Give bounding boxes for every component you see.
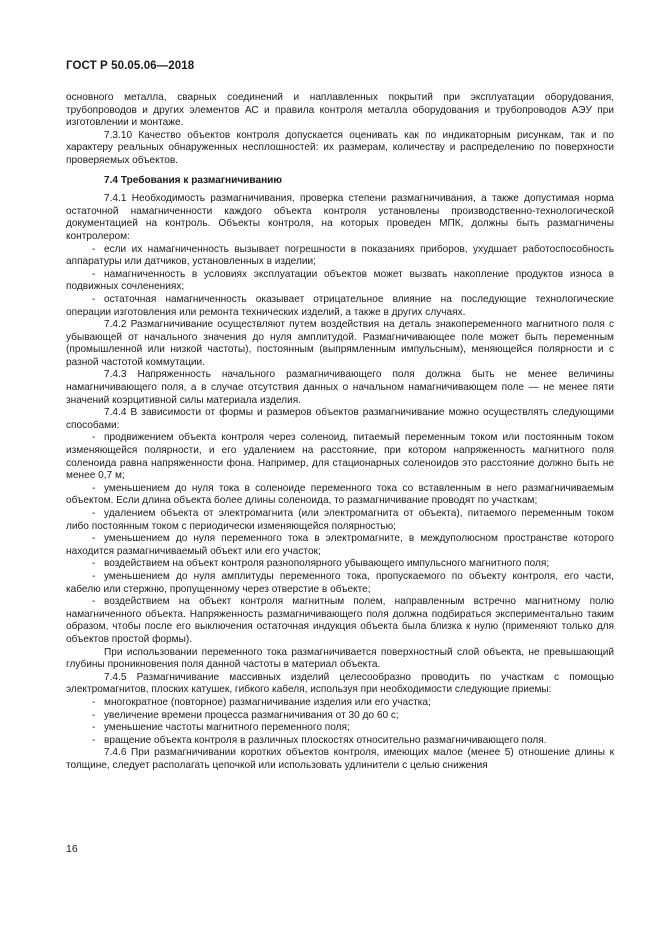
list-item [66,735,614,748]
list-item-text: остаточная намагниченность оказывает отрицательное влияние на последующие технологические операции изготовления или ремонта технических изделий, а также в других случаях. [66,293,614,318]
list-item-text: уменьшением до нуля переменного тока в электромагните, в междуполюсном пространстве которого находится размагничиваемый объект или его участок; [66,533,614,557]
list-item [66,294,614,319]
list-item [66,483,614,508]
section-heading [66,175,614,188]
paragraph-text: 7.4.5 Размагничивание массивных изделий целесообразно проводить по участкам с помощью электромагнитов, плоских катушек, гибкого кабеля, используя при необходимости следующие приемы: [66,671,614,696]
list-dash: - [92,596,96,608]
paragraph-text: 7.4.3 Напряженность начального размагничивающего поля должна быть не менее величины намагничивающего поля, а в случае отсутствия данных о начальном намагничивающем поле — не менее пяти значений коэрцитивной силы материала изделия. [66,369,614,406]
list-item-text: многократное (повторное) размагничивание изделия или его участка; [104,696,431,708]
list-item [66,596,614,646]
paragraph-text: основного металла, сварных соединений и наплавленных покрытий при эксплуатации оборудования, трубопроводов и других элементов АС и правила контроля металла оборудования и трубопроводов АЭУ при изготовлении и монтаже. [66,92,614,129]
paragraph [66,647,614,672]
paragraph [66,193,614,243]
paragraph [66,407,614,432]
list-dash: - [92,508,96,519]
list-dash: - [92,268,96,280]
list-item [66,558,614,571]
paragraph [66,92,614,130]
list-item [66,508,614,533]
list-item-text: уменьшение частоты магнитного переменного поля; [104,722,350,734]
paragraph [66,747,614,772]
list-dash: - [92,482,96,494]
list-item [66,710,614,723]
list-item [66,533,614,558]
paragraph [66,672,614,697]
list-item-text: продвижением объекта контроля через соленоид, питаемый переменным током или постоянным током изменяющейся полярности, и его удалением на расстояние, при котором напряженность магнитного поля соленоида равна напряженности фона. Например, для стационарных соленоидов это расстояние должно быть не менее 0,7 м; [66,432,614,482]
list-item-text: вращение объекта контроля в различных плоскостях относительно размагничивающего поля. [104,734,547,746]
list-dash: - [92,696,96,708]
list-dash: - [92,709,96,721]
list-item [66,697,614,710]
list-dash: - [92,734,96,746]
paragraph-text: 7.4.4 В зависимости от формы и размеров объектов размагничивание можно осуществлять следующими способами: [66,407,614,431]
paragraph [66,130,614,168]
list-item-text: уменьшением до нуля тока в соленоиде переменного тока со вставленным в него размагничиваемым объектом. Если длина объекта более длины соленоида, то размагничивание проводят по участкам; [66,482,614,507]
list-dash: - [92,722,96,734]
page-number: 16 [66,843,78,855]
paragraph-text: 7.4.2 Размагничивание осуществляют путем воздействия на деталь знакопеременного магнитного поля с убывающей от начального значения до нуля амплитудой. Размагничивающее поле может быть переменным (промышленной или низкой частоты), постоянным (выпрямленным импульсным), меняющейся полярности и с разной частотой коммутации. [66,319,614,368]
document-code-header: ГОСТ Р 50.05.06—2018 [66,60,195,72]
list-dash: - [92,533,96,545]
list-item [66,244,614,269]
list-item-text: воздействием на объект контроля магнитным полем, направленным встречно магнитному полю намагниченного объекта. Напряженность размагничивающего поля должна подбираться экспериментально таким образом, чтобы после его выключения остаточная индукция объекта была близка к нулю (применяют только для объектов простой формы). [66,596,614,645]
list-dash: - [92,432,96,444]
list-item-text: воздействием на объект контроля разнополярного убывающего импульсного магнитного поля; [104,558,550,570]
paragraph-text: 7.3.10 Качество объектов контроля допускается оценивать как по индикаторным рисункам, так и по характеру реальных обнаруженных несплошностей: их размерам, количеству и распределению по поверхности проверяемых объектов. [66,129,614,166]
list-item [66,722,614,735]
paragraph-text: При использовании переменного тока размагничивается поверхностный слой объекта, не превышающий глубины проникновения поля данной частоты в материал объекта. [66,646,614,671]
paragraph [66,319,614,369]
list-dash: - [92,293,96,305]
list-dash: - [92,243,96,255]
list-item-text: удалением объекта от электромагнита (или электромагнита от объекта), питаемого переменным током либо постоянным током с периодически изменяющейся полярностью; [66,508,614,532]
document-body [66,92,614,772]
list-dash: - [92,558,96,570]
list-item-text: увеличение времени процесса размагничивания от 30 до 60 с; [104,709,399,721]
list-item-text: уменьшением до нуля амплитуды переменного тока, пропускаемого по объекту контроля, его части, кабелю или стержню, пропущенному через отверстие в объекте; [66,570,614,595]
paragraph-text: 7.4.1 Необходимость размагничивания, проверка степени размагничивания, а также допустимая норма остаточной намагниченности каждого объекта контроля установлены производственно-технологической документацией на контроль. Объекты контроля, на которых проведен МПК, должны быть размагничены контролером: [66,193,614,242]
paragraph-text: 7.4.6 При размагничивании коротких объектов контроля, имеющих малое (менее 5) отношение длины к толщине, следует располагать цепочкой или использовать удлинители с целью снижения [66,747,614,771]
section-heading-text: 7.4 Требования к размагничиванию [104,174,282,186]
paragraph [66,369,614,407]
list-item [66,432,614,482]
list-dash: - [92,570,96,582]
list-item [66,269,614,294]
list-item-text: намагниченность в условиях эксплуатации объектов может вызвать накопление продуктов износа в подвижных сочленениях; [66,268,614,293]
list-item-text: если их намагниченность вызывает погрешности в показаниях приборов, ухудшает работоспособность аппаратуры или датчиков, установленных в изделии; [66,243,614,268]
list-item [66,571,614,596]
